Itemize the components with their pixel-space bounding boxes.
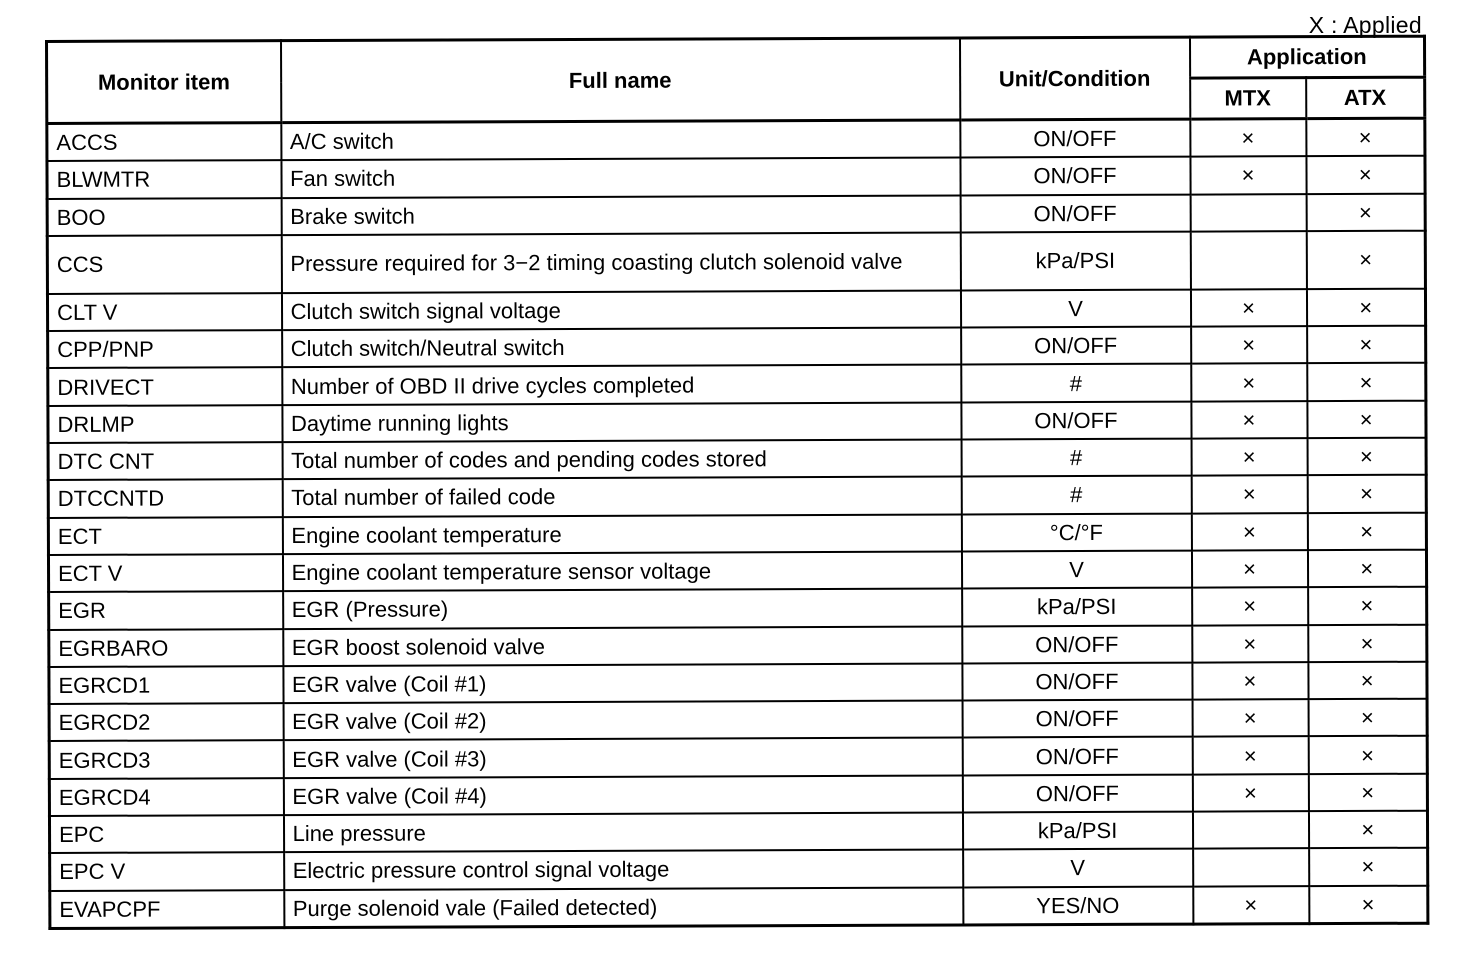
full-name-cell: Daytime running lights	[282, 402, 961, 442]
mtx-applied-cell: ×	[1191, 438, 1307, 476]
full-name-cell: EGR valve (Coil #4)	[283, 775, 962, 815]
unit-condition-cell: kPa/PSI	[960, 231, 1190, 290]
table-row	[50, 848, 1428, 891]
full-name-cell: Electric pressure control signal voltage	[284, 850, 963, 890]
full-name-cell: Clutch switch signal voltage	[281, 290, 960, 330]
atx-applied-cell: ×	[1307, 326, 1426, 364]
monitor-item-cell: ECT	[48, 517, 282, 555]
monitor-item-cell: DTCCNTD	[48, 479, 282, 517]
mtx-applied-cell	[1193, 848, 1309, 886]
monitor-item-cell: ECT V	[48, 554, 282, 592]
atx-applied-cell: ×	[1308, 736, 1427, 774]
mtx-applied-cell: ×	[1190, 156, 1306, 194]
unit-condition-cell: ON/OFF	[962, 625, 1192, 663]
table-row	[48, 326, 1426, 369]
unit-condition-cell: ON/OFF	[961, 401, 1191, 439]
table-row	[47, 289, 1425, 332]
unit-condition-cell: ON/OFF	[960, 157, 1190, 195]
header-full-name: Full name	[281, 38, 960, 123]
atx-applied-cell: ×	[1306, 118, 1425, 156]
monitor-item-cell: EGRBARO	[49, 629, 283, 667]
mtx-applied-cell	[1190, 194, 1306, 232]
mtx-applied-cell: ×	[1192, 774, 1308, 812]
atx-applied-cell: ×	[1309, 885, 1428, 923]
monitor-item-cell: DTC CNT	[48, 442, 282, 480]
header-atx: ATX	[1306, 77, 1425, 118]
atx-applied-cell: ×	[1308, 811, 1427, 849]
table-row	[49, 662, 1427, 705]
table-row	[48, 512, 1426, 555]
full-name-cell: EGR valve (Coil #2)	[283, 701, 962, 741]
mtx-applied-cell: ×	[1191, 326, 1307, 364]
unit-condition-cell: ON/OFF	[960, 119, 1190, 158]
monitor-item-cell: BLWMTR	[47, 160, 281, 198]
full-name-cell: EGR valve (Coil #1)	[283, 663, 962, 703]
monitor-item-cell: ACCS	[47, 123, 281, 162]
table-row	[48, 438, 1426, 481]
unit-condition-cell: #	[961, 364, 1191, 402]
atx-applied-cell: ×	[1308, 662, 1427, 700]
monitor-item-cell: DRLMP	[48, 405, 282, 443]
mtx-applied-cell: ×	[1192, 587, 1308, 625]
full-name-cell: Engine coolant temperature sensor voltage	[282, 551, 961, 591]
unit-condition-cell: ON/OFF	[962, 700, 1192, 738]
table-row	[49, 773, 1427, 816]
full-name-cell: Purge solenoid vale (Failed detected)	[284, 887, 963, 927]
atx-applied-cell: ×	[1306, 156, 1425, 194]
header-monitor-item: Monitor item	[47, 41, 281, 124]
full-name-cell: Engine coolant temperature	[282, 514, 961, 554]
atx-applied-cell: ×	[1308, 587, 1427, 625]
table-row	[49, 736, 1427, 779]
mtx-applied-cell: ×	[1191, 364, 1307, 402]
monitor-item-cell: EVAPCPF	[50, 890, 284, 929]
monitor-item-cell: DRIVECT	[48, 368, 282, 406]
atx-applied-cell: ×	[1306, 231, 1425, 289]
table-header	[47, 36, 1425, 123]
unit-condition-cell: YES/NO	[963, 886, 1193, 925]
full-name-cell: Brake switch	[281, 195, 960, 235]
monitor-item-cell: BOO	[47, 198, 281, 236]
full-name-cell: Clutch switch/Neutral switch	[282, 328, 961, 368]
atx-applied-cell: ×	[1307, 550, 1426, 588]
unit-condition-cell: ON/OFF	[960, 194, 1190, 232]
unit-condition-cell: ON/OFF	[962, 774, 1192, 812]
monitor-item-cell: EPC	[49, 815, 283, 853]
full-name-cell: Fan switch	[281, 158, 960, 198]
table-row	[49, 811, 1427, 854]
mtx-applied-cell: ×	[1191, 401, 1307, 439]
mtx-applied-cell: ×	[1192, 625, 1308, 663]
table-row	[47, 156, 1425, 199]
unit-condition-cell: ON/OFF	[961, 327, 1191, 365]
monitor-item-cell: EGRCD3	[49, 741, 283, 779]
full-name-cell: EGR valve (Coil #3)	[283, 738, 962, 778]
mtx-applied-cell: ×	[1190, 119, 1306, 157]
monitor-item-cell: EGR	[49, 591, 283, 629]
table-row	[49, 624, 1427, 667]
monitor-item-cell: CCS	[47, 235, 281, 294]
unit-condition-cell: kPa/PSI	[962, 812, 1192, 850]
unit-condition-cell: V	[960, 289, 1190, 327]
table-row	[48, 363, 1426, 406]
unit-condition-cell: ON/OFF	[962, 737, 1192, 775]
full-name-cell: A/C switch	[281, 120, 960, 160]
atx-applied-cell: ×	[1307, 400, 1426, 438]
monitor-item-cell: EGRCD2	[49, 703, 283, 741]
mtx-applied-cell: ×	[1191, 513, 1307, 551]
full-name-cell: Total number of failed code	[282, 477, 961, 517]
monitor-item-cell: EGRCD1	[49, 666, 283, 704]
mtx-applied-cell: ×	[1192, 662, 1308, 700]
full-name-cell: EGR (Pressure)	[283, 589, 962, 629]
atx-applied-cell: ×	[1306, 193, 1425, 231]
table-row	[48, 475, 1426, 518]
atx-applied-cell: ×	[1307, 475, 1426, 513]
table-body	[47, 118, 1428, 928]
header-mtx: MTX	[1190, 78, 1306, 119]
atx-applied-cell: ×	[1307, 363, 1426, 401]
full-name-cell: EGR boost solenoid valve	[283, 626, 962, 666]
unit-condition-cell: kPa/PSI	[962, 588, 1192, 626]
unit-condition-cell: #	[961, 476, 1191, 514]
atx-applied-cell: ×	[1307, 438, 1426, 476]
monitor-item-cell: EGRCD4	[49, 778, 283, 816]
monitor-item-cell: CLT V	[47, 293, 281, 331]
table-row	[50, 885, 1428, 928]
atx-applied-cell: ×	[1308, 773, 1427, 811]
table-row	[48, 400, 1426, 443]
atx-applied-cell: ×	[1308, 624, 1427, 662]
table-row	[49, 587, 1427, 630]
table-row	[47, 193, 1425, 236]
mtx-applied-cell	[1190, 231, 1306, 289]
monitor-item-table	[45, 35, 1429, 930]
applied-legend: X : Applied	[1308, 12, 1422, 38]
unit-condition-cell: °C/°F	[961, 513, 1191, 551]
table-row	[48, 550, 1426, 593]
mtx-applied-cell: ×	[1190, 289, 1306, 327]
mtx-applied-cell: ×	[1191, 550, 1307, 588]
unit-condition-cell: V	[961, 551, 1191, 589]
full-name-cell: Total number of codes and pending codes stored	[282, 440, 961, 480]
unit-condition-cell: #	[961, 439, 1191, 477]
atx-applied-cell: ×	[1307, 512, 1426, 550]
header-unit-condition: Unit/Condition	[959, 37, 1189, 120]
table-row	[49, 699, 1427, 742]
monitor-item-cell: EPC V	[50, 852, 284, 890]
header-application: Application	[1189, 36, 1424, 78]
atx-applied-cell: ×	[1308, 699, 1427, 737]
unit-condition-cell: V	[963, 849, 1193, 887]
table-row	[47, 231, 1425, 294]
mtx-applied-cell: ×	[1193, 886, 1309, 924]
atx-applied-cell: ×	[1309, 848, 1428, 886]
monitor-item-cell: CPP/PNP	[48, 330, 282, 368]
mtx-applied-cell: ×	[1192, 737, 1308, 775]
table-row	[47, 118, 1425, 161]
full-name-cell: Number of OBD II drive cycles completed	[282, 365, 961, 405]
full-name-cell: Pressure required for 3−2 timing coasting clutch solenoid valve	[281, 232, 960, 293]
mtx-applied-cell: ×	[1191, 476, 1307, 514]
unit-condition-cell: ON/OFF	[962, 662, 1192, 700]
full-name-cell: Line pressure	[283, 813, 962, 853]
mtx-applied-cell: ×	[1192, 699, 1308, 737]
atx-applied-cell: ×	[1306, 289, 1425, 327]
mtx-applied-cell	[1192, 811, 1308, 849]
